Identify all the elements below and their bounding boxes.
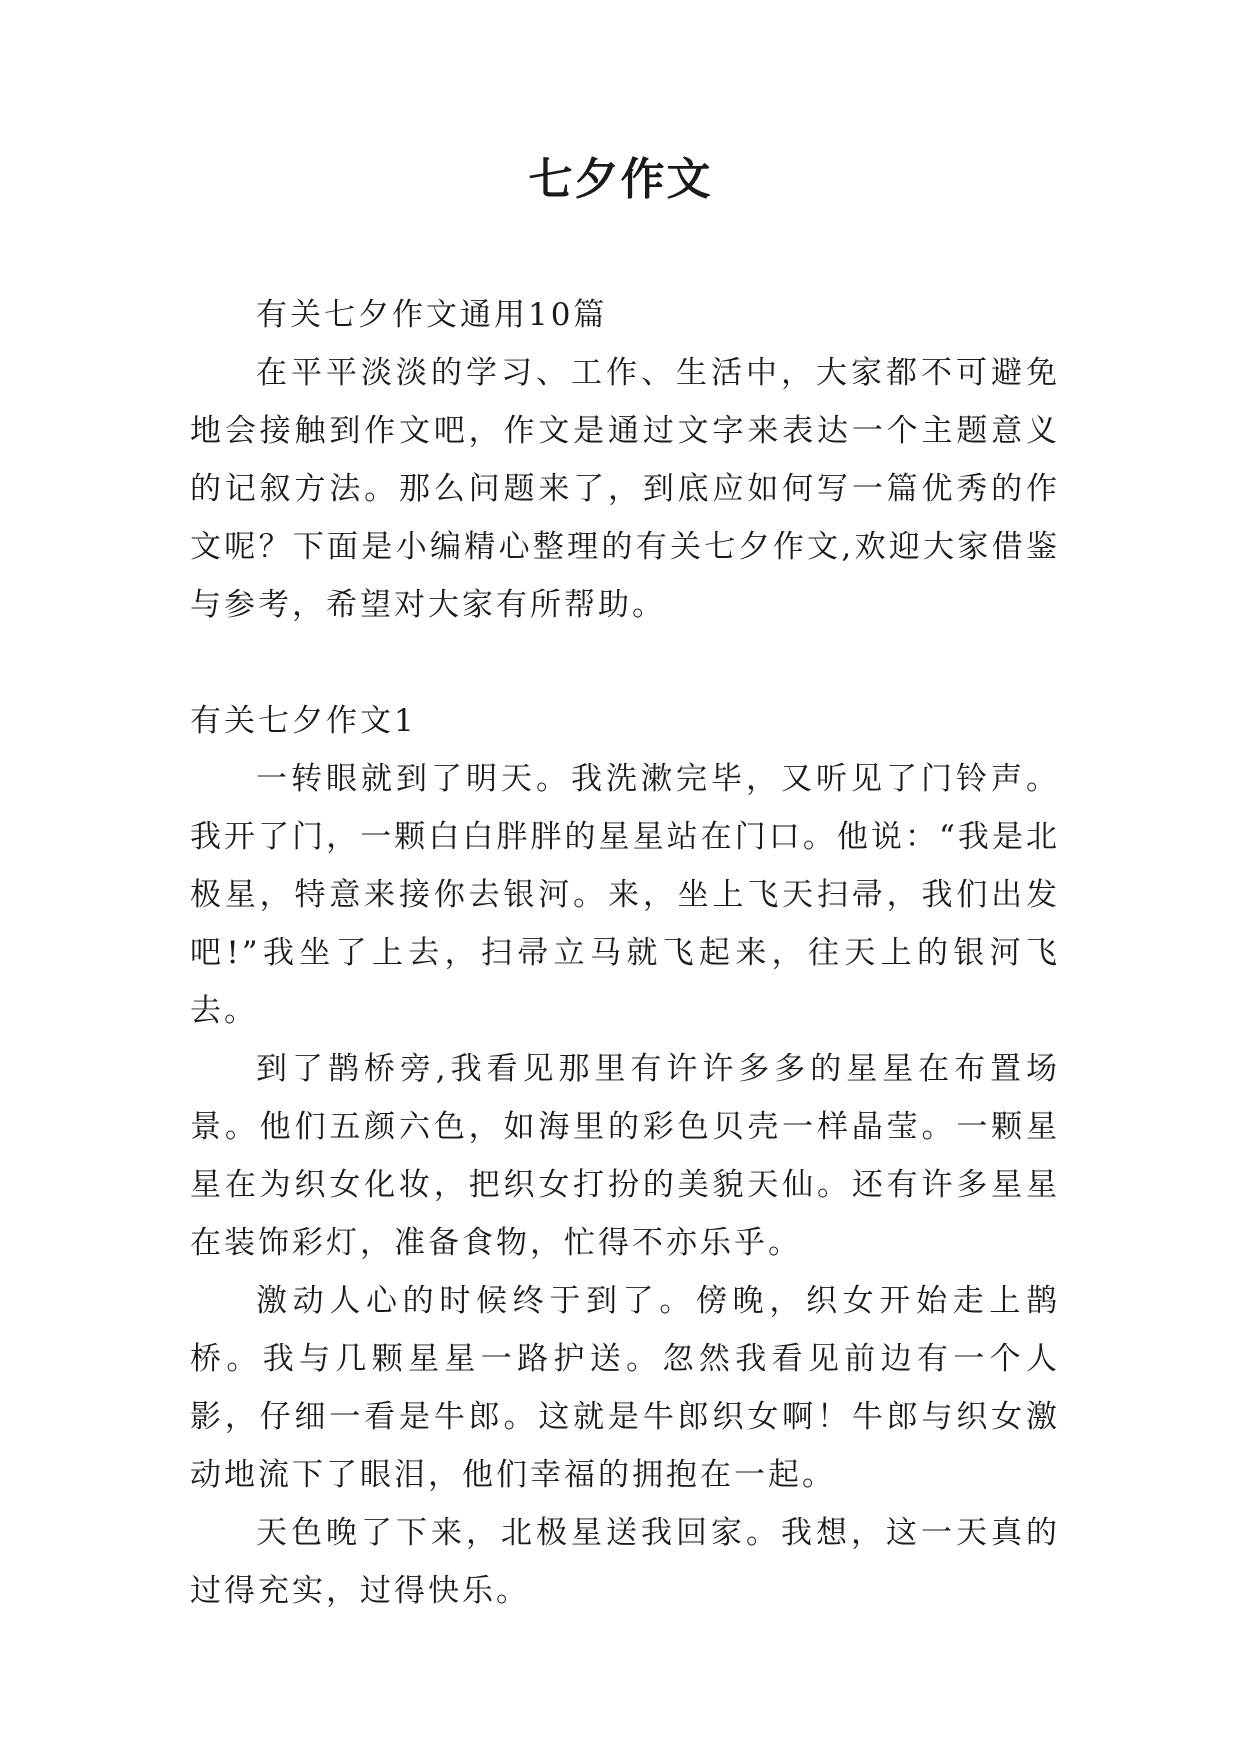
body-paragraph-3: 激动人心的时候终于到了。傍晚，织女开始走上鹊桥。我与几颗星星一路护送。忽然我看见前边有一个人影，仔细一看是牛郎。这就是牛郎织女啊！牛郎与织女激动地流下了眼泪，他们幸福的拥抱在一起。 [190, 1283, 1060, 1493]
body-paragraph-1: 一转眼就到了明天。我洗漱完毕，又听见了门铃声。我开了门，一颗白白胖胖的星星站在门口。他说：“我是北极星，特意来接你去银河。来，坐上飞天扫帚，我们出发吧!”我坐了上去，扫帚立马就飞起来，往天上的银河飞去。 [190, 761, 1060, 1029]
intro-paragraph: 在平平淡淡的学习、工作、生活中，大家都不可避免地会接触到作文吧，作文是通过文字来表达一个主题意义的记叙方法。那么问题来了，到底应如何写一篇优秀的作文呢？下面是小编精心整理的有关七夕作文,欢迎大家借鉴与参考，希望对大家有所帮助。 [190, 355, 1060, 623]
section-spacer [190, 634, 1060, 692]
body-paragraph-4: 天色晚了下来，北极星送我回家。我想，这一天真的过得充实，过得快乐。 [190, 1515, 1060, 1609]
document-body [190, 286, 1060, 1620]
intro-subtitle: 有关七夕作文通用10篇 [256, 297, 608, 333]
section-heading: 有关七夕作文1 [190, 703, 417, 739]
body-paragraph-2: 到了鹊桥旁,我看见那里有许许多多的星星在布置场景。他们五颜六色，如海里的彩色贝壳一样晶莹。一颗星星在为织女化妆，把织女打扮的美貌天仙。还有许多星星在装饰彩灯，准备食物，忙得不亦乐乎。 [190, 1051, 1060, 1261]
document-title: 七夕作文 [528, 154, 713, 205]
